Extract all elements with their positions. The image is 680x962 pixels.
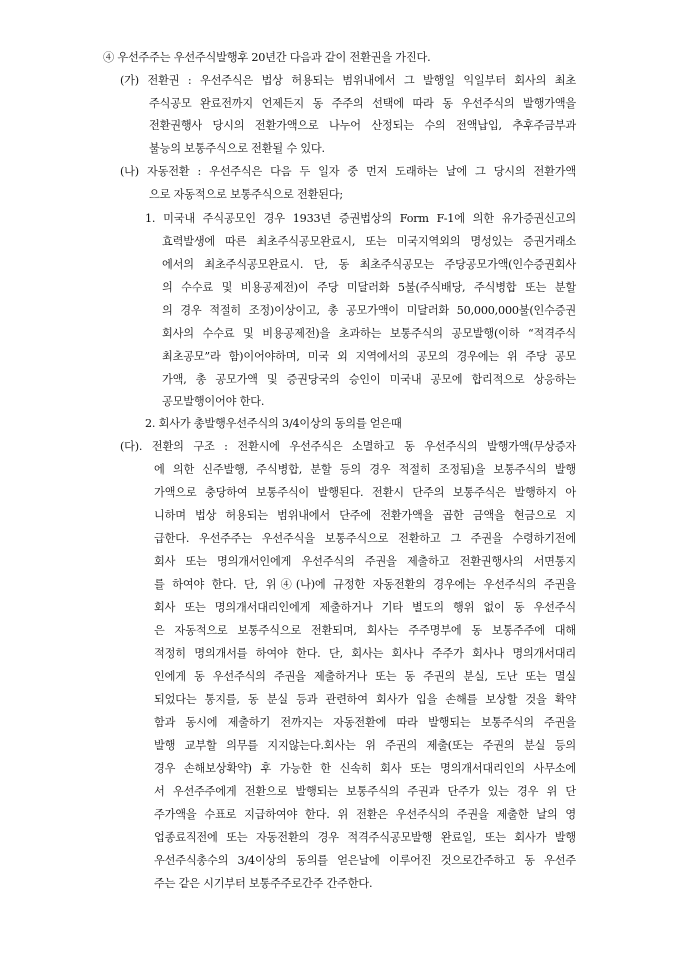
paragraph-line: 니하며 법상 허용되는 범위내에서 단주에 전환가액을 곱한 금액을 현금으로 지: [154, 509, 576, 522]
list-item-line: 의 경우 적절히 조정)이상이고, 총 공모가액이 미달러화 50,000,000불(인수증권: [162, 304, 576, 317]
paragraph-line: 급한다. 우선주주는 우선주식을 보통주식으로 전환하고 그 주권을 수령하기전에: [154, 532, 576, 545]
list-item-line: 최초공모”라 함)이어야하며, 미국 외 지역에서의 공모의 경우에는 위 주당 공모: [162, 350, 576, 363]
paragraph-line: (나) 자동전환 : 우선주식은 다음 두 일자 중 먼저 도래하는 날에 그 당시의 전환가액: [120, 165, 576, 178]
paragraph-line: 적정히 명의개서를 하여야 한다. 단, 회사는 회사나 주주가 회사나 명의개서대리: [154, 647, 576, 660]
paragraph-line: 주식공모 완료전까지 언제든지 동 주주의 선택에 따라 동 우선주식의 발행가액을: [149, 97, 576, 110]
paragraph-line: 으로 자동적으로 보통주식으로 전환된다;: [149, 188, 343, 201]
list-item-2: 2. 회사가 총발행우선주식의 3/4이상의 동의를 얻은때: [145, 417, 402, 430]
list-item-line: 회사의 수수료 및 비용공제전)을 초과하는 보통주식의 공모발행(이하 “적격주식: [162, 327, 576, 340]
paragraph-line: 회사 또는 명의개서인에게 우선주식의 주권을 제출하고 전환권행사의 서면통지: [154, 555, 576, 568]
list-item-line: 의 수수료 및 비용공제전)이 주당 미달러화 5불(주식배당, 주식병합 또는 분할: [162, 281, 576, 294]
paragraph-line: 우선주식총수의 3/4이상의 동의를 얻은날에 이루어진 것으로간주하고 동 우선주: [154, 854, 576, 867]
paragraph-line: 인에게 동 우선주식의 주권을 제출하거나 또는 동 주권의 분실, 도난 또는 멸실: [154, 670, 576, 683]
list-item-line: 가액, 총 공모가액 및 증권당국의 승인이 미국내 공모에 합리적으로 상응하는: [162, 373, 576, 386]
paragraph-line: 서 우선주주에게 전환으로 발행되는 보통주식의 주권과 단주가 있는 경우 위 단: [154, 785, 576, 798]
paragraph-line: 가액으로 충당하여 보통주식이 발행된다. 전환시 단주의 보통주식은 발행하지 아: [154, 486, 576, 499]
paragraph-line: 은 자동적으로 보통주식으로 전환되며, 회사는 주주명부에 동 보통주주에 대해: [154, 624, 576, 637]
paragraph-line: 주가액을 수표로 지급하여야 한다. 위 전환은 우선주식의 주권을 제출한 날의 영: [154, 808, 576, 821]
paragraph-line: 업종료직전에 또는 자동전환의 경우 적격주식공모발행 완료일, 또는 회사가 발행: [154, 831, 576, 844]
paragraph-line: 불능의 보통주식으로 전환될 수 있다.: [149, 142, 325, 155]
section-heading: ④ 우선주주는 우선주식발행후 20년간 다음과 같이 전환권을 가진다.: [103, 51, 431, 64]
list-item-line: 1. 미국내 주식공모인 경우 1933년 증권법상의 Form F-1에 의한 유가증권신고의: [145, 212, 576, 225]
paragraph-line: 함과 동시에 제출하기 전까지는 자동전환에 따라 발행되는 보통주식의 주권을: [154, 716, 576, 729]
paragraph-line: 전환권행사 당시의 전환가액으로 나누어 산정되는 수의 전액납입, 추후주금부과: [149, 119, 576, 132]
list-item-line: 공모발행이어야 한다.: [162, 395, 265, 408]
paragraph-line: 주는 같은 시기부터 보통주주로간주 간주한다.: [154, 877, 373, 890]
paragraph-line: (가) 전환권 : 우선주식은 법상 허용되는 범위내에서 그 발행일 익일부터 회사의 최초: [120, 74, 576, 87]
paragraph-line: 되었다는 통지를, 동 분실 등과 관련하여 회사가 입을 손해를 보상할 것을 확약: [154, 693, 576, 706]
list-item-line: 효력발생에 따른 최초주식공모완료시, 또는 미국지역외의 명성있는 증권거래소: [162, 235, 576, 248]
paragraph-line: (다). 전환의 구조 : 전환시에 우선주식은 소멸하고 동 우선주식의 발행가액(무상증자: [120, 440, 576, 453]
paragraph-line: 회사 또는 명의개서대리인에게 제출하거나 기타 별도의 행위 없이 동 우선주식: [154, 601, 576, 614]
paragraph-line: 경우 손해보상확약) 후 가능한 한 신속히 회사 또는 명의개서대리인의 사무소에: [154, 762, 576, 775]
paragraph-line: 를 하여야 한다. 단, 위④(나)에 규정한 자동전환의 경우에는 우선주식의 주권을: [154, 578, 576, 591]
list-item-line: 에서의 최초주식공모완료시. 단, 동 최초주식공모는 주당공모가액(인수증권회사: [162, 258, 576, 271]
paragraph-line: 에 의한 신주발행, 주식병합, 분할 등의 경우 적절히 조정됨)을 보통주식의 발행: [154, 463, 576, 476]
paragraph-line: 발행 교부할 의무를 지지않는다.회사는 위 주권의 제출(또는 주권의 분실 등의: [154, 739, 576, 752]
